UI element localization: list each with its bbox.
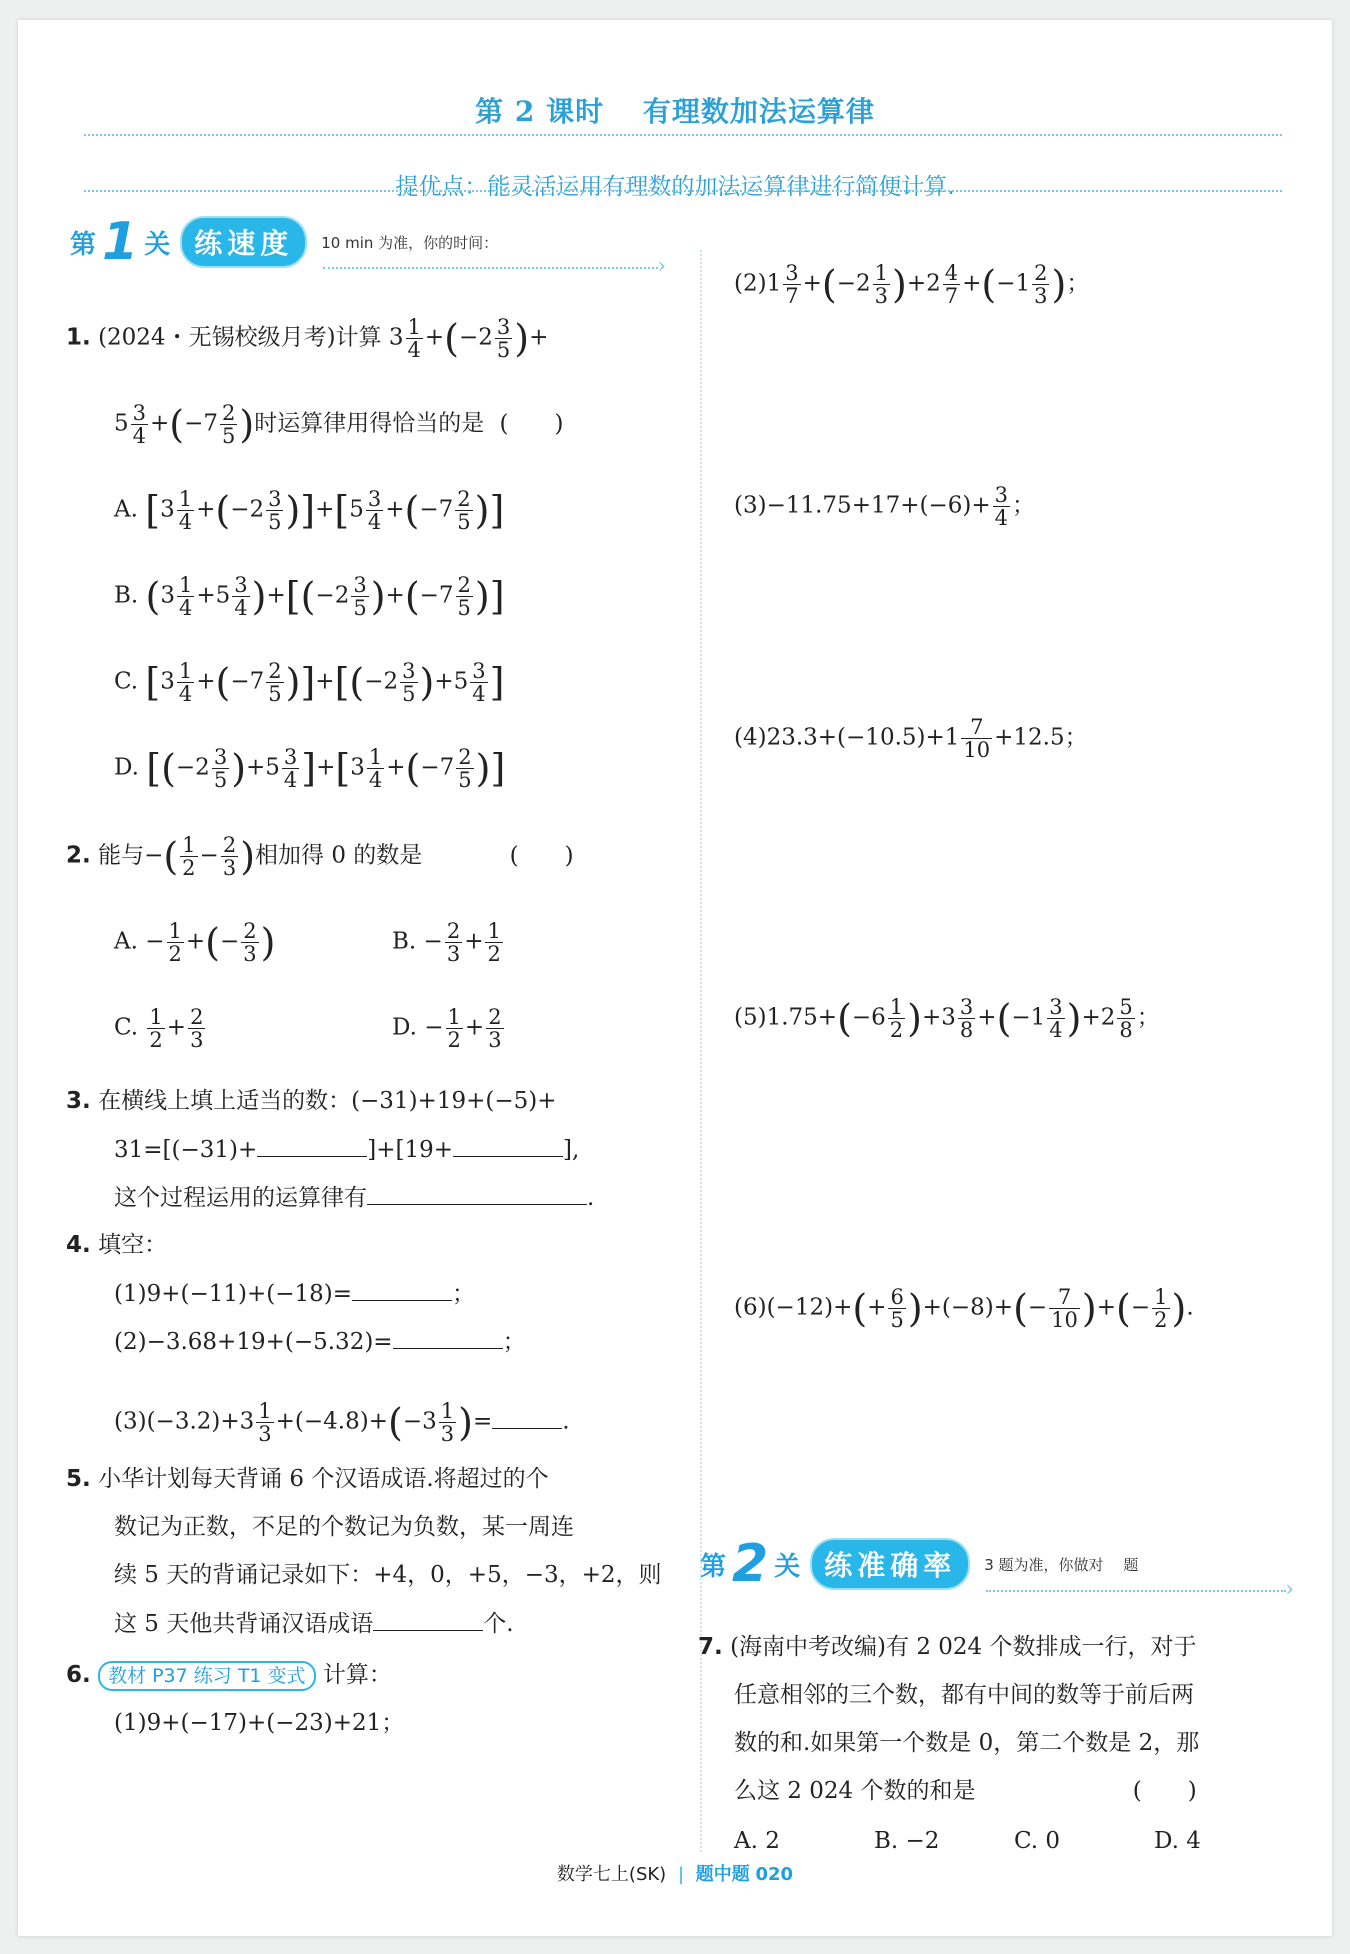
question-text: (3)−11.75+17+(−6)+ [734,492,991,519]
question-source: (2024・无锡校级月考) [98,324,336,351]
question-6-part-1: (1)9+(−17)+(−23)+21； [114,1710,405,1736]
question-text: 计算： [322,1662,392,1688]
question-text: (2)1 [734,270,782,297]
option-7b: B. −2 [874,1828,940,1854]
answer-paren: ( ) [499,410,564,437]
question-text: 时运算律用得恰当的是 [254,410,485,437]
answer-paren: ( ) [1132,1778,1197,1804]
question-text: +(−4.8)+ [275,1408,388,1435]
option-label: A. [114,496,138,523]
question-text: 相加得 0 的数是 [255,842,423,869]
answer-blank[interactable] [492,1406,562,1429]
question-7-line-4 [734,1776,1197,1806]
question-text: (4)23.3+(−10.5)+1 [734,724,960,751]
option-label: C. [114,668,139,695]
divider-top [84,134,1282,136]
level-2-arrow [986,1590,1286,1592]
textbook-reference-tag: 教材 P37 练习 T1 变式 [98,1661,316,1691]
question-text: 31=[(−31)+ [114,1137,258,1163]
level-1-header [70,212,499,272]
question-6 [66,1660,392,1691]
question-number: 5. [66,1466,91,1492]
option-label: B. [114,582,139,609]
level-number: 1 [102,212,139,272]
option-label: A. [114,928,138,955]
question-text: (1)9+(−11)+(−18)= [114,1281,352,1307]
answer-paren: ( ) [509,842,574,869]
book-title: 数学七上(SK) [556,1864,667,1885]
question-text: (2)−3.68+19+(−5.32)= [114,1329,393,1355]
question-text: (5)1.75+ [734,1004,838,1031]
answer-blank[interactable] [257,1134,367,1157]
question-text: = [472,1408,493,1435]
question-number: 2. [66,842,91,869]
question-number: 6. [66,1662,91,1688]
level-suffix: 关 [774,1551,801,1582]
question-1: 1. (2024・无锡校级月考)计算 3 $\frac{1}{4}$ +(−2 $\frac{3}{5}$ )+ [66,315,549,362]
column-divider [700,250,702,1852]
option-label: C. [114,1014,139,1041]
question-5 [66,1464,549,1494]
question-5-line-2: 数记为正数，不足的个数记为负数，某一周连 [114,1514,574,1540]
question-text: 这个过程运用的运算律有 [114,1185,367,1211]
question-text: 能与− [98,842,164,869]
question-7-line-2: 任意相邻的三个数，都有中间的数等于前后两 [734,1682,1194,1708]
option-7d: D. 4 [1154,1828,1201,1854]
question-text: 在横线上填上适当的数：(−31)+19+(−5)+ [98,1088,557,1114]
series-brand: 题中题 [695,1864,750,1885]
question-4 [66,1230,167,1260]
key-point: 提优点：能灵活运用有理数的加法运算律进行简便计算. [395,174,955,200]
option-label: D. [392,1014,417,1041]
question-3 [66,1086,556,1116]
level-2-header [700,1534,1139,1594]
question-number: 4. [66,1232,91,1258]
level-badge: 练准确率 [810,1538,970,1590]
question-text: 这 5 天他共背诵汉语成语 [114,1611,374,1637]
question-number: 3. [66,1088,91,1114]
answer-blank[interactable] [453,1134,563,1157]
question-3-line-3: 这个过程运用的运算律有 . [114,1182,594,1213]
question-4-part-3: (3)(−3.2)+3 $\frac{1}{3}$ +(−4.8)+(−3 $\frac{1}{3}$ )= . [114,1399,570,1446]
question-7-line-3: 数的和.如果第一个数是 0，第二个数是 2，那 [734,1730,1200,1756]
question-text: ]+[19+ [367,1137,454,1163]
level-badge: 练速度 [180,216,307,268]
option-1c: C. [3 $\frac{1}{4}$ +(−7 $\frac{2}{5}$ )]+[(−2 $\frac{3}{5}$ )+5 $\frac{3}{4}$ ] [114,659,505,706]
level-number: 2 [732,1534,769,1594]
question-text: ], [563,1137,580,1163]
question-6-part-6: (6)(−12)+(+ $\frac{6}{5}$ )+(−8)+(− $\frac{7}{10}$ )+(− $\frac{1}{2}$ ). [734,1285,1194,1332]
option-7c: C. 0 [1014,1828,1061,1854]
option-label: D. [114,754,139,781]
option-1a: A. [3 $\frac{1}{4}$ +(−2 $\frac{3}{5}$ )]+[5 $\frac{3}{4}$ +(−7 $\frac{2}{5}$ )] [114,487,505,534]
question-4-part-1: (1)9+(−11)+(−18)= ； [114,1278,475,1309]
option-1d: D. [(−2 $\frac{3}{5}$ )+5 $\frac{3}{4}$ ]+[3 $\frac{1}{4}$ +(−7 $\frac{2}{5}$ )] [114,745,506,792]
question-6-part-3: (3)−11.75+17+(−6)+ $\frac{3}{4}$ ； [734,483,1036,530]
question-text: 填空： [98,1232,168,1258]
lesson-number: 第 2 课时 [475,95,605,128]
question-number: 7. [698,1634,723,1660]
answer-blank[interactable] [393,1326,503,1349]
option-1b: B. (3 $\frac{1}{4}$ +5 $\frac{3}{4}$ )+[(−2 $\frac{3}{5}$ )+(−7 $\frac{2}{5}$ )] [114,573,505,620]
option-2a: A. − $\frac{1}{2}$ +(− $\frac{2}{3}$ ) [114,919,276,966]
answer-blank[interactable] [367,1182,587,1205]
question-6-part-2: (2)1 $\frac{3}{7}$ +(−2 $\frac{1}{3}$ )+2 $\frac{4}{7}$ +(−1 $\frac{2}{3}$ )； [734,261,1090,308]
question-6-part-5: (5)1.75+(−6 $\frac{1}{2}$ )+3 $\frac{3}{8}$ +(−1 $\frac{3}{4}$ )+2 $\frac{5}{8}$ ； [734,995,1160,1042]
question-1-line-2: 5 $\frac{3}{4}$ +(−7 $\frac{2}{5}$ )时运算律用得恰当的是 ( ) [114,401,564,448]
option-2c: C. $\frac{1}{2}$ + $\frac{2}{3}$ [114,1005,204,1052]
question-text: 小华计划每天背诵 6 个汉语成语.将超过的个 [98,1466,549,1492]
answer-blank[interactable] [352,1278,452,1301]
time-note: 10 min 为准，你的时间： [321,233,499,252]
question-2: 2. 能与−( $\frac{1}{2}$ − $\frac{2}{3}$ )相加得 0 的数是 ( ) [66,833,574,880]
question-3-line-2 [114,1134,579,1165]
question-text: 个. [483,1611,514,1637]
option-2b: B. − $\frac{2}{3}$ + $\frac{1}{2}$ [392,919,501,966]
footer-separator: | [677,1864,685,1885]
page-number: 020 [755,1864,794,1885]
question-text: (海南中考改编)有 2 024 个数排成一行，对于 [730,1634,1197,1660]
question-7 [698,1632,1196,1662]
level-1-arrow [323,267,658,269]
question-text: 么这 2 024 个数的和是 [734,1778,976,1804]
question-text: (3)(−3.2)+3 [114,1408,255,1435]
question-5-line-3: 续 5 天的背诵记录如下：+4，0，+5，−3，+2，则 [114,1562,662,1588]
question-text: +12.5； [994,724,1088,751]
page-title [18,90,1332,130]
score-note: 3 题为准，你做对 题 [984,1555,1139,1574]
question-text: (6)(−12)+ [734,1294,853,1321]
page-footer [18,1860,1332,1886]
option-7a: A. 2 [734,1828,780,1854]
worksheet-page [18,20,1332,1936]
level-suffix: 关 [144,229,171,260]
lesson-title: 有理数加法运算律 [642,95,875,128]
question-number: 1. [66,324,91,351]
option-label: B. [392,928,417,955]
option-2d: D. − $\frac{1}{2}$ + $\frac{2}{3}$ [392,1005,502,1052]
question-4-part-2: (2)−3.68+19+(−5.32)= ； [114,1326,526,1357]
level-prefix: 第 [700,1551,727,1582]
answer-blank[interactable] [373,1608,483,1631]
divider-tip [84,190,1282,192]
question-6-part-4: (4)23.3+(−10.5)+1 $\frac{7}{10}$ +12.5； [734,715,1088,762]
question-text: 计算 [335,324,382,351]
question-5-line-4 [114,1608,514,1639]
level-prefix: 第 [70,229,97,260]
